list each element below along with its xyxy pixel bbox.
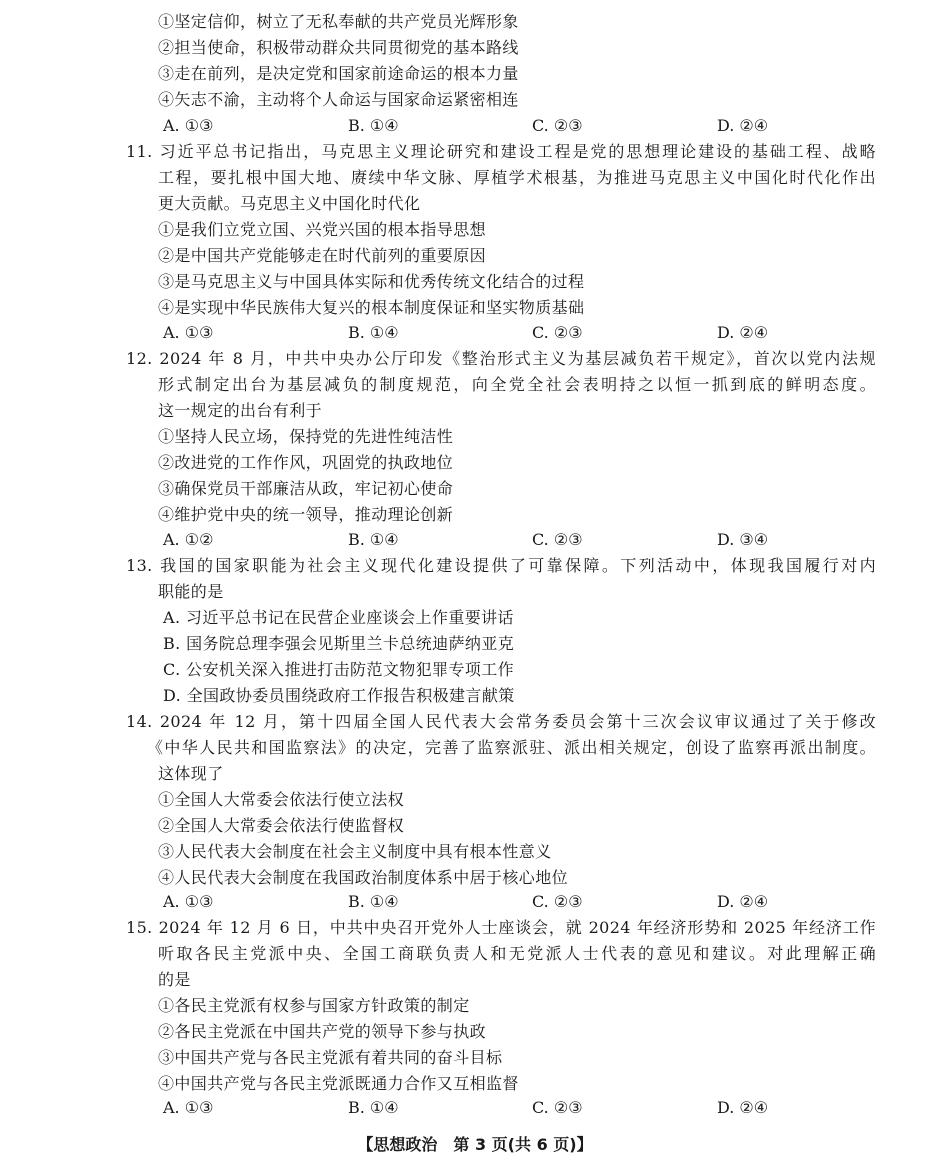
q12-choice-d: D. ③④ — [717, 530, 769, 549]
q12-stem-line-1: 12. 2024 年 8 月，中共中央办公厅印发《整治形式主义为基层减负若干规定》，首次以党内法规 — [126, 349, 876, 368]
q13-stem-line-1: 13. 我国的国家职能为社会主义现代化建设提供了可靠保障。下列活动中，体现我国履行对内 — [126, 556, 876, 575]
q15-choice-c: C. ②③ — [532, 1098, 583, 1117]
q14-item-3: ③人民代表大会制度在社会主义制度中具有根本性意义 — [158, 842, 552, 861]
q10-item-3: ③走在前列，是决定党和国家前途命运的根本力量 — [158, 64, 519, 83]
q10-choice-c: C. ②③ — [532, 116, 583, 135]
q15-item-2: ②各民主党派在中国共产党的领导下参与执政 — [158, 1022, 487, 1041]
q10-item-1: ①坚定信仰，树立了无私奉献的共产党员光辉形象 — [158, 12, 519, 31]
q10-choice-d: D. ②④ — [717, 116, 769, 135]
q14-choice-a: A. ①③ — [163, 892, 214, 911]
q15-choice-a: A. ①③ — [163, 1098, 214, 1117]
q14-item-2: ②全国人大常委会依法行使监督权 — [158, 816, 405, 835]
q15-item-1: ①各民主党派有权参与国家方针政策的制定 — [158, 996, 470, 1015]
q14-choice-b: B. ①④ — [348, 892, 399, 911]
q11-choice-d: D. ②④ — [717, 323, 769, 342]
q14-choice-c: C. ②③ — [532, 892, 583, 911]
q11-choice-a: A. ①③ — [163, 323, 214, 342]
q14-item-4: ④人民代表大会制度在我国政治制度体系中居于核心地位 — [158, 868, 569, 887]
q12-choice-c: C. ②③ — [532, 530, 583, 549]
q11-item-3: ③是马克思主义与中国具体实际和优秀传统文化结合的过程 — [158, 272, 585, 291]
q11-stem-line-2: 工程，要扎根中国大地、赓续中华文脉、厚植学术根基，为推进马克思主义中国化时代化作出 — [158, 168, 876, 187]
q15-choice-d: D. ②④ — [717, 1098, 769, 1117]
q12-choice-b: B. ①④ — [348, 530, 399, 549]
q10-item-2: ②担当使命，积极带动群众共同贯彻党的基本路线 — [158, 38, 519, 57]
q14-stem-line-2: 《中华人民共和国监察法》的决定，完善了监察派驻、派出相关规定，创设了监察再派出制度。 — [147, 738, 876, 757]
q13-option-b: B. 国务院总理李强会见斯里兰卡总统迪萨纳亚克 — [163, 634, 515, 653]
q11-stem-line-1: 11. 习近平总书记指出，马克思主义理论研究和建设工程是党的思想理论建设的基础工程、战略 — [126, 142, 876, 161]
page-footer: 【思想政治 第 3 页(共 6 页)】 — [357, 1135, 593, 1154]
q12-item-2: ②改进党的工作作风，巩固党的执政地位 — [158, 453, 454, 472]
q14-choice-d: D. ②④ — [717, 892, 769, 911]
q11-item-4: ④是实现中华民族伟大复兴的根本制度保证和坚实物质基础 — [158, 298, 585, 317]
q15-choice-b: B. ①④ — [348, 1098, 399, 1117]
q15-item-4: ④中国共产党与各民主党派既通力合作又互相监督 — [158, 1074, 519, 1093]
q15-item-3: ③中国共产党与各民主党派有着共同的奋斗目标 — [158, 1048, 503, 1067]
q11-item-1: ①是我们立党立国、兴党兴国的根本指导思想 — [158, 220, 487, 239]
q15-stem-line-3: 的是 — [158, 970, 191, 989]
q10-choice-a: A. ①③ — [163, 116, 214, 135]
q13-option-a: A. 习近平总书记在民营企业座谈会上作重要讲话 — [163, 608, 514, 627]
q12-choice-a: A. ①② — [163, 530, 214, 549]
q12-item-1: ①坚持人民立场，保持党的先进性纯洁性 — [158, 427, 454, 446]
q11-stem-line-3: 更大贡献。马克思主义中国化时代化 — [158, 194, 421, 213]
q10-choice-b: B. ①④ — [348, 116, 399, 135]
q11-item-2: ②是中国共产党能够走在时代前列的重要原因 — [158, 246, 487, 265]
q13-option-d: D. 全国政协委员围绕政府工作报告积极建言献策 — [163, 686, 515, 705]
q12-stem-line-3: 这一规定的出台有利于 — [158, 401, 323, 420]
q14-item-1: ①全国人大常委会依法行使立法权 — [158, 790, 405, 809]
q12-item-4: ④维护党中央的统一领导，推动理论创新 — [158, 505, 454, 524]
q11-choice-c: C. ②③ — [532, 323, 583, 342]
q11-choice-b: B. ①④ — [348, 323, 399, 342]
q10-item-4: ④矢志不渝，主动将个人命运与国家命运紧密相连 — [158, 90, 519, 109]
q15-stem-line-2: 听取各民主党派中央、全国工商联负责人和无党派人士代表的意见和建议。对此理解正确 — [158, 944, 876, 963]
q13-option-c: C. 公安机关深入推进打击防范文物犯罪专项工作 — [163, 660, 515, 679]
q12-item-3: ③确保党员干部廉洁从政，牢记初心使命 — [158, 479, 454, 498]
q14-stem-line-1: 14. 2024 年 12 月，第十四届全国人民代表大会常务委员会第十三次会议审议通过了关于修改 — [126, 712, 876, 731]
q14-stem-line-3: 这体现了 — [158, 764, 224, 783]
q15-stem-line-1: 15. 2024 年 12 月 6 日，中共中央召开党外人士座谈会，就 2024 年经济形势和 2025 年经济工作 — [126, 918, 876, 937]
q13-stem-line-2: 职能的是 — [158, 582, 224, 601]
q12-stem-line-2: 形式制定出台为基层减负的制度规范，向全党全社会表明持之以恒一抓到底的鲜明态度。 — [158, 375, 876, 394]
